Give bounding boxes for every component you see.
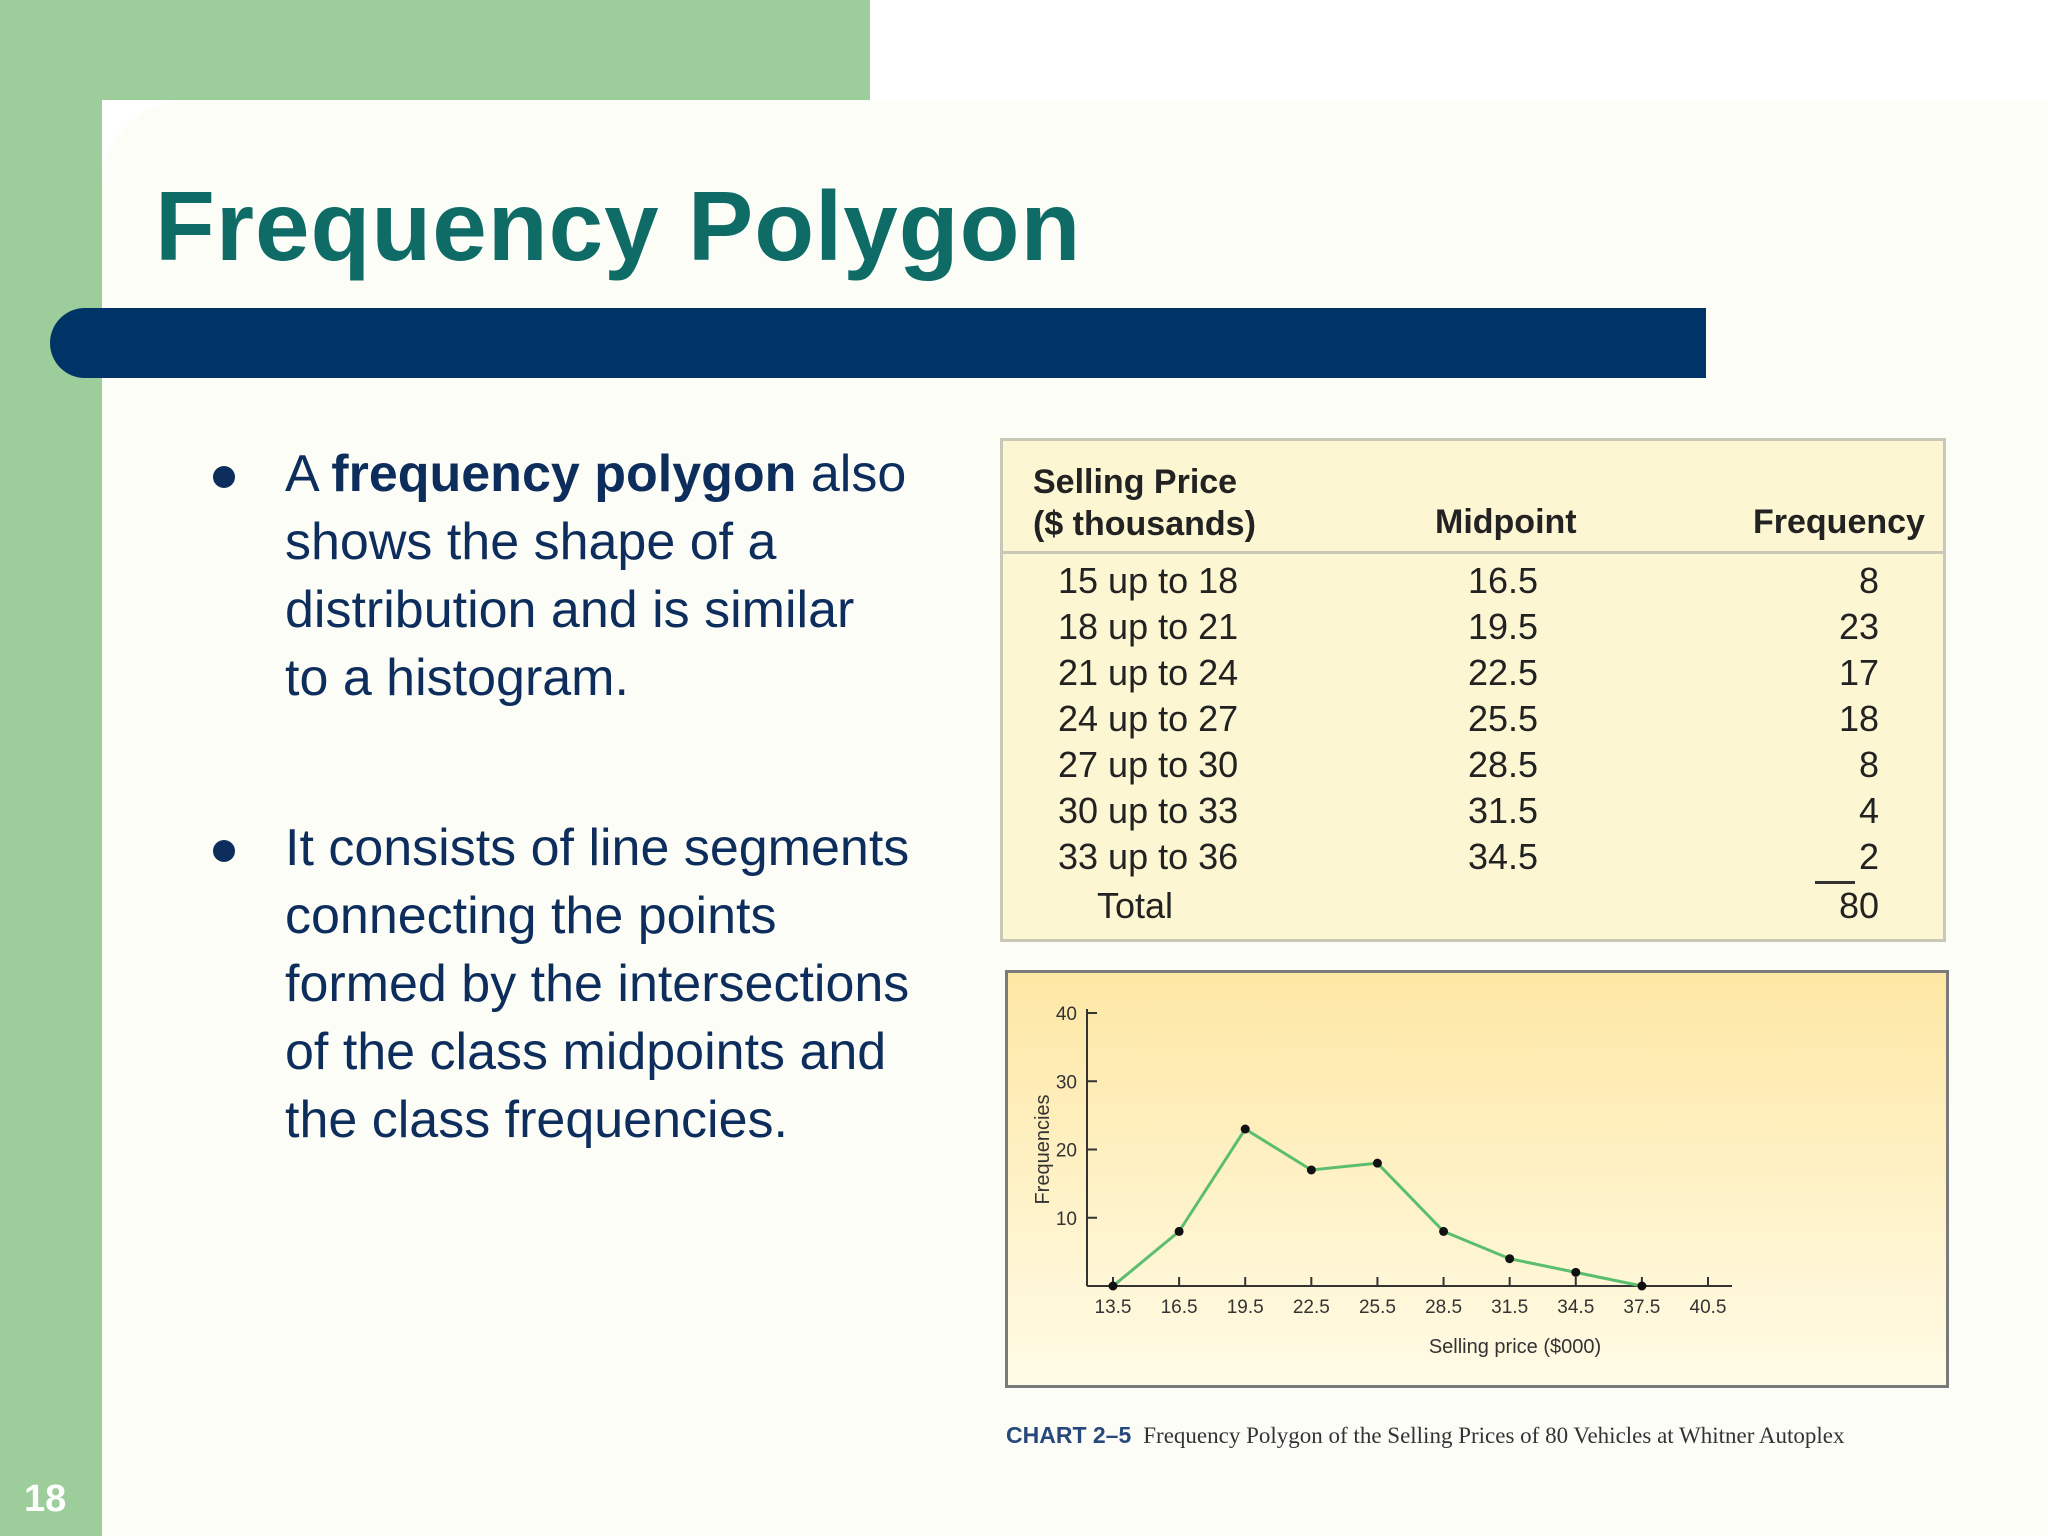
bullet-item (210, 440, 910, 712)
series-line (1113, 1129, 1642, 1286)
data-point (1505, 1254, 1514, 1263)
frequency-table (1000, 438, 1946, 942)
title-underline-bar (50, 308, 1706, 378)
chart-caption (1006, 1422, 1844, 1449)
y-tick-label: 30 (1055, 1072, 1077, 1094)
x-tick-label: 28.5 (1425, 1297, 1463, 1318)
top-decor-band (0, 0, 870, 100)
cell-class: 18 up to 21 (1058, 606, 1239, 647)
bullet-lead-text: It consists of line segments connecting the points formed by the intersections of the class midpoints and the class frequencies. (285, 819, 910, 1149)
table-total-row (1003, 883, 1943, 929)
cell-midpoint: 25.5 (1467, 698, 1539, 739)
data-point (1571, 1268, 1580, 1277)
x-tick-label: 16.5 (1160, 1297, 1198, 1318)
cell-class: 33 up to 36 (1058, 836, 1239, 877)
cell-class: 15 up to 18 (1058, 560, 1239, 601)
cell-midpoint: 16.5 (1467, 560, 1539, 601)
table-row (1003, 742, 1943, 788)
chart-svg (1008, 973, 1946, 1385)
cell-class: 30 up to 33 (1058, 790, 1239, 831)
table-row (1003, 696, 1943, 742)
header-selling-price-line1: Selling Price (1033, 463, 1238, 501)
header-selling-price (1033, 461, 1256, 545)
bullet-list (210, 440, 910, 1154)
cell-class: 27 up to 30 (1058, 744, 1239, 785)
bullet-dot-icon (213, 840, 235, 862)
bullet-lead-text: A (285, 445, 332, 503)
slide-title: Frequency Polygon (155, 171, 1082, 281)
x-tick-label: 25.5 (1358, 1297, 1396, 1318)
cell-frequency: 18 (1838, 698, 1879, 739)
header-frequency: Frequency (1753, 503, 1925, 541)
cell-midpoint: 34.5 (1467, 836, 1539, 877)
bullet-item (210, 814, 910, 1154)
cell-class: 24 up to 27 (1058, 698, 1239, 739)
data-point (1175, 1227, 1184, 1236)
caption-text: Frequency Polygon of the Selling Prices of 80 Vehicles at Whitner Autoplex (1143, 1423, 1845, 1448)
table-row (1003, 604, 1943, 650)
x-tick-label: 19.5 (1226, 1297, 1264, 1318)
header-divider (1003, 551, 1943, 554)
cell-midpoint: 22.5 (1467, 652, 1539, 693)
x-tick-label: 31.5 (1491, 1297, 1529, 1318)
x-tick-label: 40.5 (1689, 1297, 1727, 1318)
data-point (1109, 1282, 1118, 1291)
bullet-rest-text: also shows the shape of a distribution and is similar to a histogram. (285, 445, 907, 707)
total-value: 80 (1838, 885, 1879, 926)
total-label: Total (1097, 885, 1174, 926)
data-point (1637, 1282, 1646, 1291)
table-body (1003, 558, 1943, 880)
cell-frequency: 23 (1838, 606, 1879, 647)
table-row (1003, 834, 1943, 880)
data-point (1307, 1165, 1316, 1174)
y-tick-label: 10 (1055, 1208, 1077, 1230)
cell-midpoint: 19.5 (1467, 606, 1539, 647)
table-row (1003, 650, 1943, 696)
caption-label: CHART 2–5 (1006, 1422, 1132, 1448)
cell-midpoint: 28.5 (1467, 744, 1539, 785)
x-axis-title: Selling price ($000) (1428, 1336, 1602, 1358)
table-row (1003, 788, 1943, 834)
header-midpoint: Midpoint (1435, 503, 1577, 541)
frequency-polygon-chart (1005, 970, 1949, 1388)
left-decor-band (0, 0, 102, 1536)
x-tick-label: 22.5 (1292, 1297, 1330, 1318)
bullet-dot-icon (213, 466, 235, 488)
header-selling-price-line2: ($ thousands) (1033, 505, 1256, 543)
cell-frequency: 17 (1838, 652, 1879, 693)
cell-frequency: 2 (1858, 836, 1879, 877)
bullet-bold-term: frequency polygon (331, 445, 797, 503)
cell-midpoint: 31.5 (1467, 790, 1539, 831)
data-point (1373, 1159, 1382, 1168)
x-tick-label: 13.5 (1094, 1297, 1132, 1318)
table-row (1003, 558, 1943, 604)
y-tick-label: 40 (1055, 1004, 1077, 1025)
y-tick-label: 20 (1055, 1140, 1077, 1162)
x-tick-label: 37.5 (1623, 1297, 1661, 1318)
y-axis-title: Frequencies (1032, 1094, 1054, 1205)
cell-class: 21 up to 24 (1058, 652, 1239, 693)
slide-number: 18 (24, 1478, 67, 1520)
cell-frequency: 8 (1858, 744, 1879, 785)
data-point (1241, 1125, 1250, 1134)
cell-frequency: 4 (1858, 790, 1879, 831)
x-tick-label: 34.5 (1557, 1297, 1595, 1318)
cell-frequency: 8 (1858, 560, 1879, 601)
data-point (1439, 1227, 1448, 1236)
